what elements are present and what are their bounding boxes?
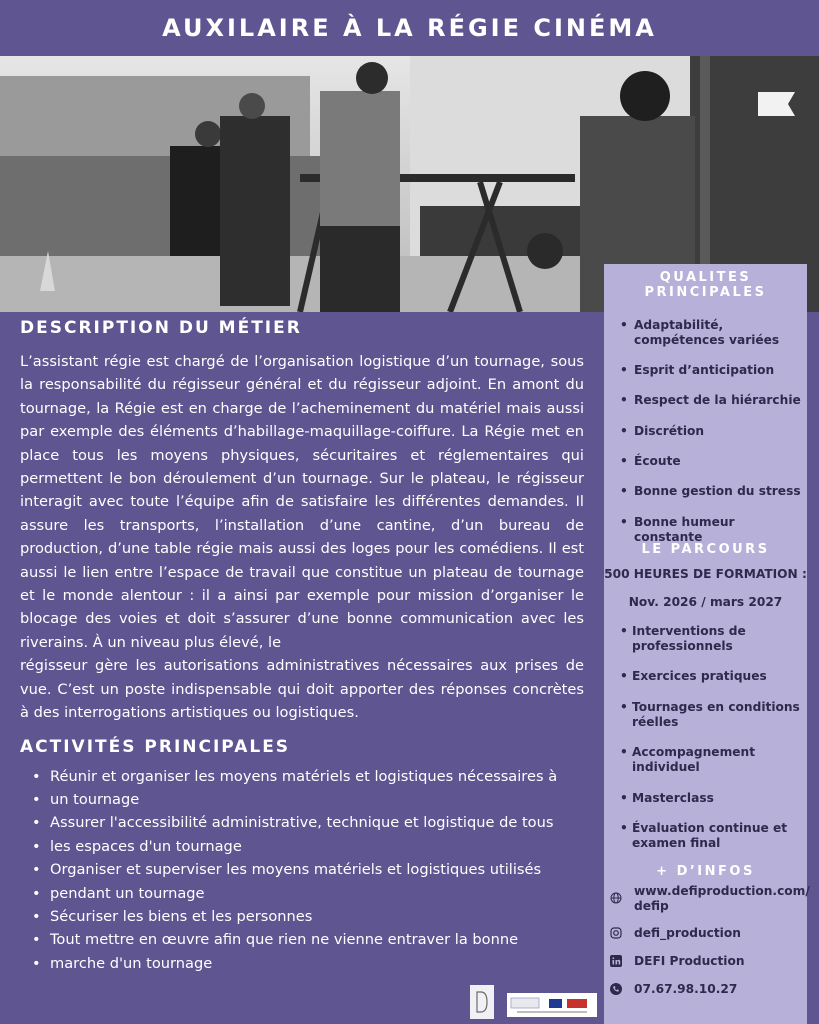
website-link[interactable]: www.defiproduction.com/ defip — [634, 884, 810, 913]
qualities-heading: QUALITES PRINCIPALES — [644, 270, 767, 300]
instagram-link[interactable]: defi_production — [634, 926, 741, 940]
activity-item: • Organiser et superviser les moyens matériels et logistiques utilisés — [20, 858, 584, 881]
activity-item: • pendant un tournage — [20, 882, 584, 905]
phone-number[interactable]: 07.67.98.10.27 — [634, 982, 738, 996]
activity-item: • les espaces d'un tournage — [20, 835, 584, 858]
defi-production-logo — [470, 985, 494, 1019]
page-title: AUXILAIRE À LA RÉGIE CINÉMA — [162, 14, 657, 42]
parcours-item: • Accompagnement individuel — [604, 745, 800, 775]
phone-icon — [609, 982, 623, 996]
quality-item: • Esprit d’anticipation — [604, 363, 804, 378]
globe-icon — [609, 891, 623, 905]
title-bar — [0, 0, 819, 56]
activity-item: • Sécuriser les biens et les personnes — [20, 905, 584, 928]
parcours-heading: LE PARCOURS — [641, 542, 770, 557]
parcours-item: • Masterclass — [604, 791, 800, 806]
main-column — [20, 318, 584, 975]
instagram-icon — [609, 926, 623, 940]
parcours-item: • Évaluation continue et examen final — [604, 821, 800, 851]
activity-item: • marche d'un tournage — [20, 952, 584, 975]
activity-item: • Réunir et organiser les moyens matériels et logistiques nécessaires à — [20, 765, 584, 788]
sidebar — [604, 264, 810, 1024]
linkedin-icon — [609, 954, 623, 968]
parcours-item: • Exercices pratiques — [604, 669, 800, 684]
quality-item: • Discrétion — [604, 424, 804, 439]
quality-item: • Adaptabilité, compétences variées — [604, 318, 804, 348]
partner-funding-logos — [507, 993, 597, 1017]
linkedin-link[interactable]: DEFI Production — [634, 954, 745, 968]
parcours-dates: Nov. 2026 / mars 2027 — [628, 595, 783, 609]
description-paragraph-2: régisseur gère les autorisations administratives nécessaires aux prises de vue. C’est un poste indispensable qui doit apporter des réponses concrètes à des interrogations artistiques ou logistiques. — [20, 657, 584, 722]
activity-item: • Tout mettre en œuvre afin que rien ne vienne entraver la bonne — [20, 928, 584, 951]
parcours-item: • Interventions de professionnels — [604, 624, 800, 654]
quality-item: • Bonne humeur constante — [604, 515, 804, 545]
description-heading: DESCRIPTION DU MÉTIER — [20, 318, 302, 338]
activity-item: • un tournage — [20, 788, 584, 811]
activity-item: • Assurer l'accessibilité administrative, technique et logistique de tous — [20, 811, 584, 834]
quality-item: • Écoute — [604, 454, 804, 469]
quality-item: • Respect de la hiérarchie — [604, 393, 804, 408]
activities-list — [20, 765, 584, 976]
description-paragraph-1: L’assistant régie est chargé de l’organisation logistique d’un tournage, sous la responsabilité du régisseur général et du régisseur adjoint. En amont du tournage, la Régie est en charge de l’acheminement du matériel mais aussi par exemple des éléments d’habillage-maquillage-coiffure. La Régie met en place tous les moyens physiques, sécuritaires et réglementaires qui permettent le bon déroulement d’un tournage. Sur le plateau, le régisseur interagit avec toute l’équipe afin de satisfaire les différentes demandes. Il assure les transports, l’installation d’une cantine, d’un bureau de production, d’une table régie mais aussi des loges pour les comédiens. Il est aussi le lien entre l’espace de travail que constitue un plateau de tournage et le monde alentour : il a ainsi par exemple pour mission d’organiser le blocage des voies et doit s’assurer d’une bonne communication avec les riverains. À un niveau plus élevé, le — [20, 353, 584, 651]
description-text — [20, 350, 584, 725]
parcours-hours: 500 HEURES DE FORMATION : — [604, 567, 807, 581]
quality-item: • Bonne gestion du stress — [604, 484, 804, 499]
infos-heading: + D’INFOS — [656, 864, 755, 879]
activities-heading: ACTIVITÉS PRINCIPALES — [20, 736, 291, 757]
parcours-item: • Tournages en conditions réelles — [604, 700, 800, 730]
